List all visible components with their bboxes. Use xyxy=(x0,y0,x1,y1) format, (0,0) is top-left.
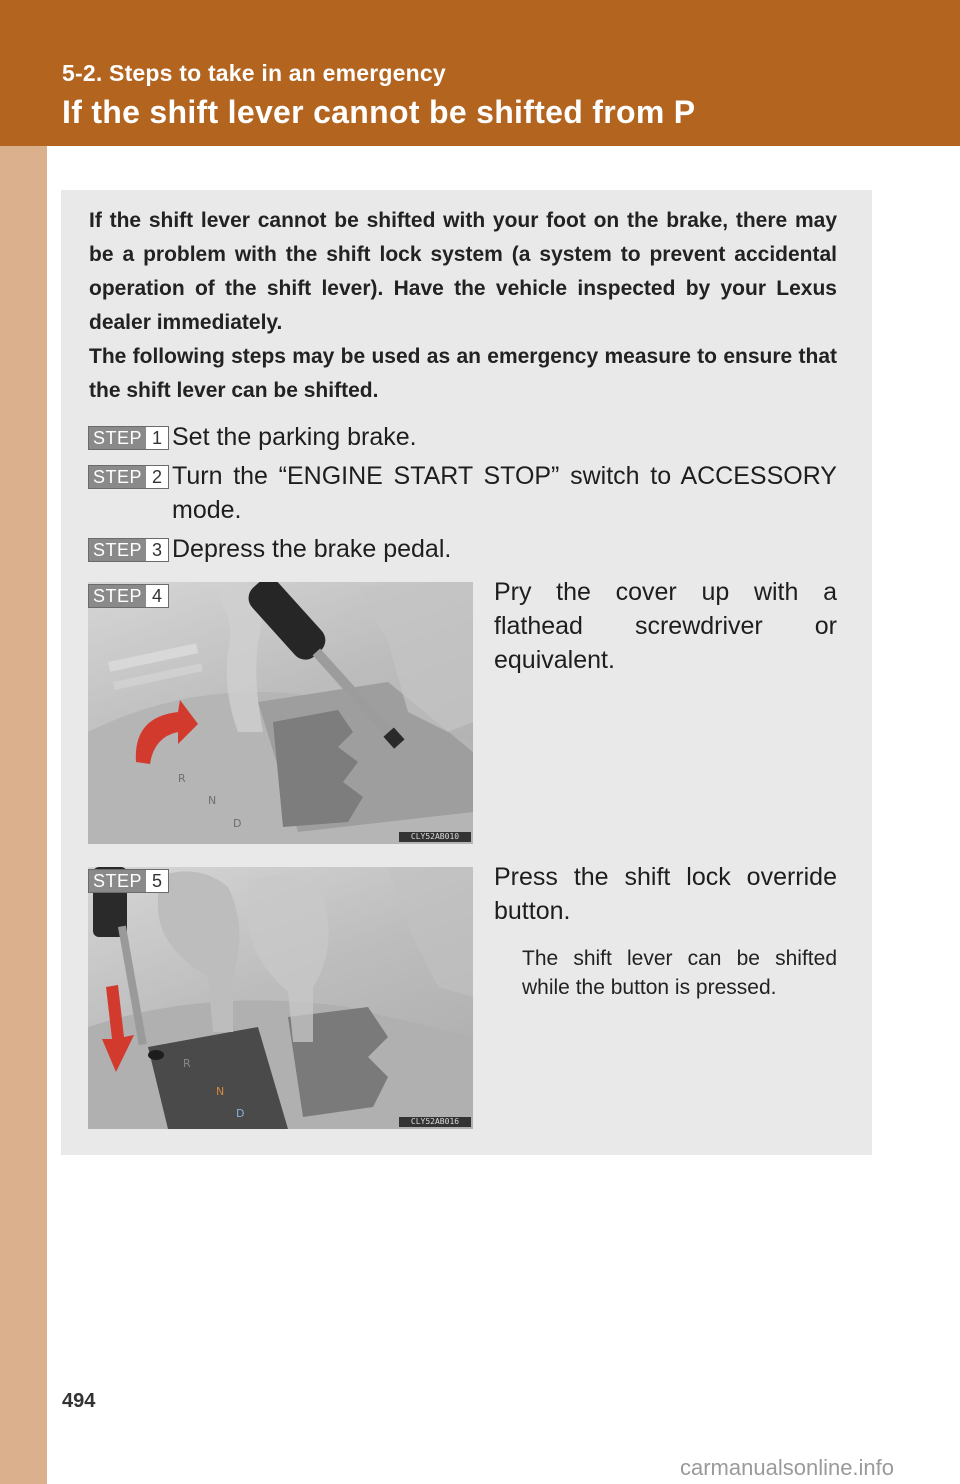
step-1-text: Set the parking brake. xyxy=(172,423,417,451)
side-strip xyxy=(0,146,47,1484)
intro-paragraph-2: The following steps may be used as an emergency measure to ensure that the shift lever can be shifted. xyxy=(89,345,837,402)
svg-text:D: D xyxy=(233,817,242,830)
step-5-illustration xyxy=(88,867,473,1129)
watermark: carmanualsonline.info xyxy=(680,1455,895,1480)
page-number: 494 xyxy=(62,1390,96,1412)
step-number: 3 xyxy=(146,539,168,561)
step-4-text: Pry the cover up with a flathead screwdriver or equivalent. xyxy=(494,578,837,674)
step-word: STEP xyxy=(89,585,146,607)
figure-code: CLY52AB010 xyxy=(399,832,471,842)
step-5-text: Press the shift lock override button. xyxy=(494,863,837,925)
step-word: STEP xyxy=(89,539,146,561)
step-badge-3 xyxy=(88,538,169,562)
step-word: STEP xyxy=(89,870,146,892)
page-title: If the shift lever cannot be shifted from P xyxy=(62,94,696,130)
shift-lever-drawing xyxy=(88,867,473,1129)
svg-text:N: N xyxy=(208,794,217,807)
step-badge-1 xyxy=(88,426,169,450)
step-word: STEP xyxy=(89,466,146,488)
step-4-illustration xyxy=(88,582,473,844)
step-2-text: Turn the “ENGINE START STOP” switch to ACCESSORY mode. xyxy=(172,462,837,524)
step-number: 4 xyxy=(146,585,168,607)
svg-text:N: N xyxy=(216,1085,225,1098)
step-number: 1 xyxy=(146,427,168,449)
svg-text:R: R xyxy=(178,772,186,785)
svg-text:D: D xyxy=(236,1107,245,1120)
section-label: 5-2. Steps to take in an emergency xyxy=(62,60,446,86)
shift-console-drawing xyxy=(88,582,473,844)
step-badge-5 xyxy=(88,869,169,893)
step-badge-4 xyxy=(88,584,169,608)
figure-code: CLY52AB016 xyxy=(399,1117,471,1127)
intro-paragraph-1: If the shift lever cannot be shifted with your foot on the brake, there may be a problem with the shift lock system (a system to prevent accidental operation of the shift lever). Have the vehicle inspected by your Lexus dealer immediately. xyxy=(89,209,837,334)
step-3-text: Depress the brake pedal. xyxy=(172,535,452,563)
step-5-note: The shift lever can be shifted while the button is pressed. xyxy=(522,947,837,999)
svg-text:R: R xyxy=(183,1057,191,1070)
step-number: 5 xyxy=(146,870,168,892)
step-number: 2 xyxy=(146,466,168,488)
step-badge-2 xyxy=(88,465,169,489)
intro-text xyxy=(89,204,837,408)
step-word: STEP xyxy=(89,427,146,449)
